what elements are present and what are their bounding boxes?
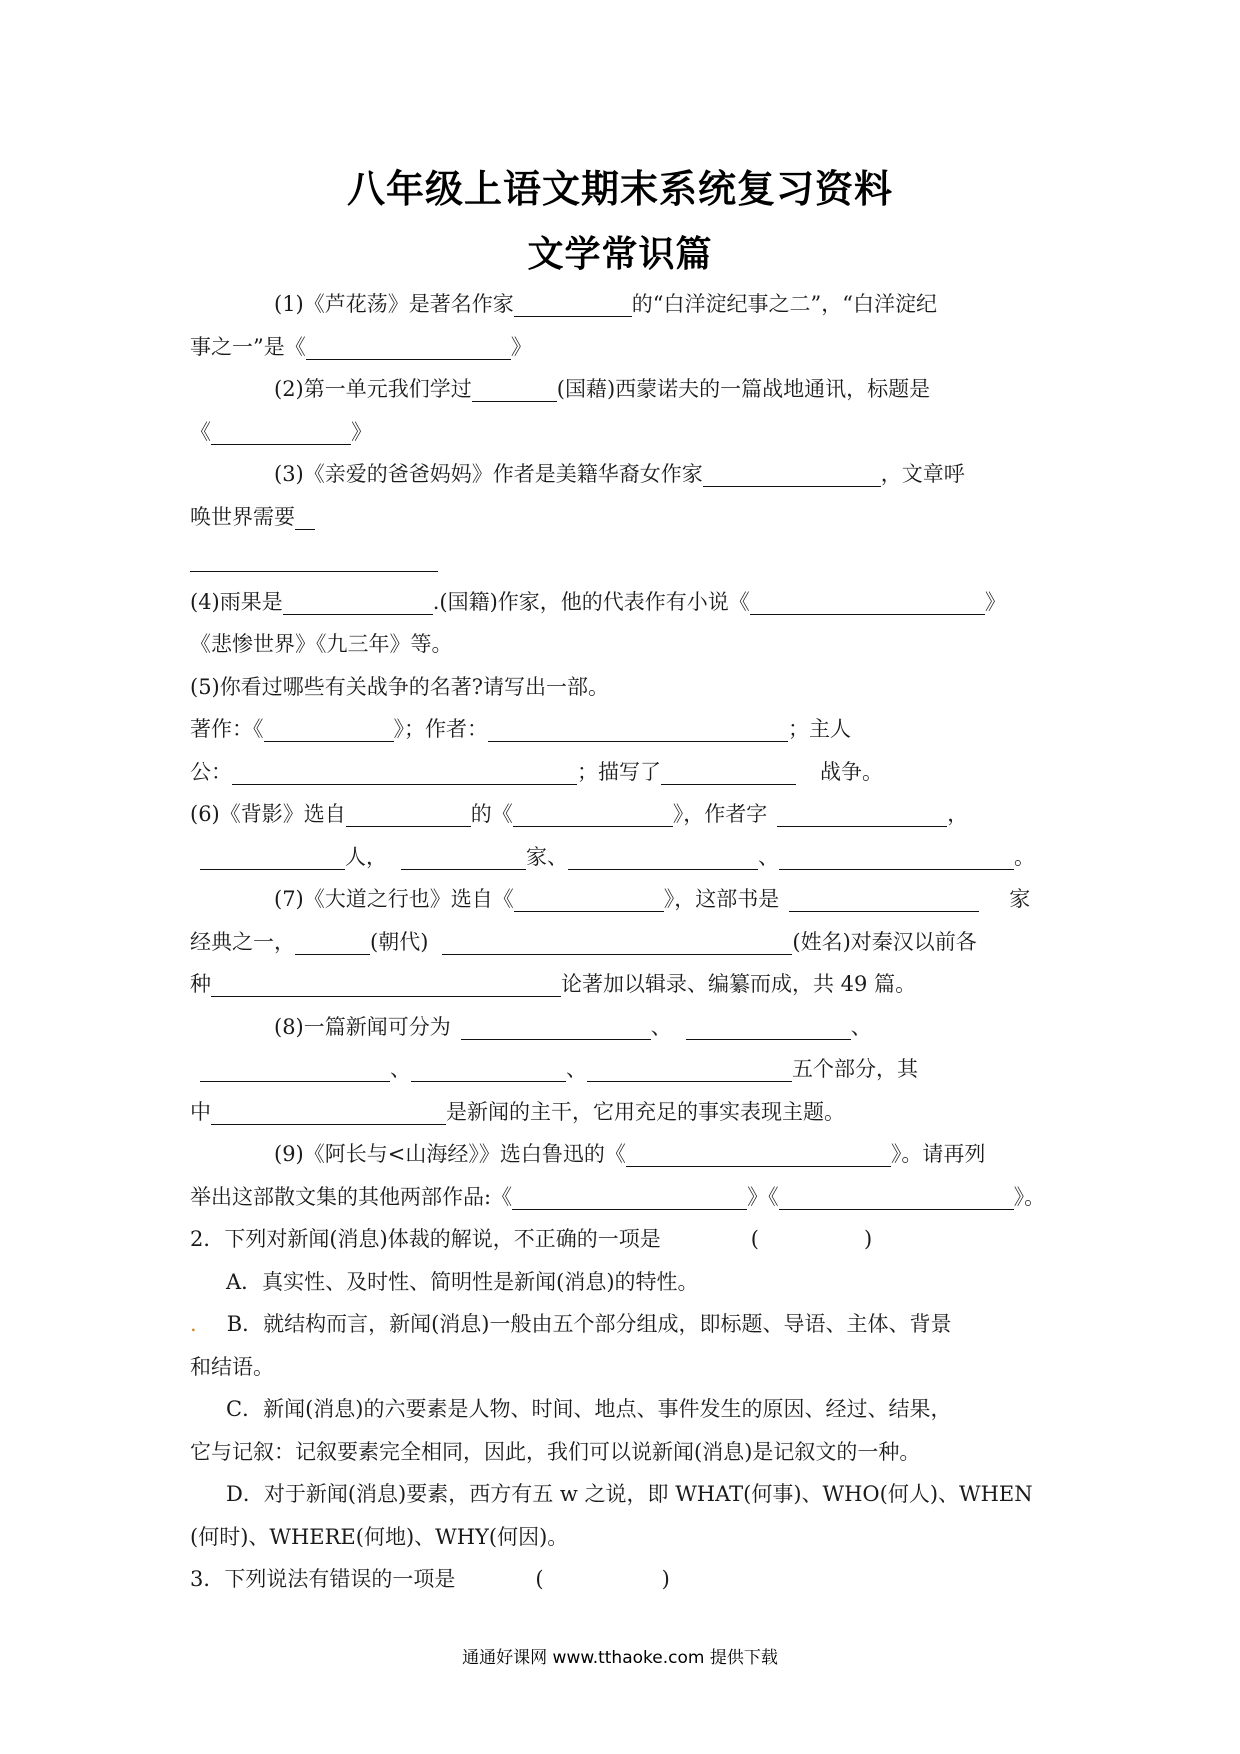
document-title: 八年级上语文期末系统复习资料 — [346, 167, 893, 211]
q1-item4-line2: 《悲惨世界》《九三年》等。 — [190, 632, 453, 656]
blank[interactable] — [661, 756, 796, 785]
q2-option-c-line1: C．新闻(消息)的六要素是人物、时间、地点、事件发生的原因、经过、结果， — [226, 1397, 952, 1421]
q1-item6-line1: (6)《背影》选自 的《 》，作者字 ， — [190, 793, 1060, 836]
q1-item8-line2: 、 、 五个部分，其 — [190, 1048, 1060, 1091]
q1-item7-line3: 种 论著加以辑录、编纂而成，共 49 篇。 — [190, 963, 1060, 1006]
blank[interactable] — [200, 841, 345, 870]
q2-option-b-line1: . B．就结构而言，新闻(消息)一般由五个部分组成，即标题、导语、主体、背景 — [190, 1312, 952, 1336]
blank[interactable] — [703, 458, 881, 487]
blank[interactable] — [211, 968, 561, 997]
q3-stem: 3．下列说法有错误的一项是 ( ) — [190, 1567, 670, 1591]
blank[interactable] — [190, 543, 438, 572]
blank[interactable] — [488, 713, 788, 742]
q1-item8-line3: 中 是新闻的主干，它用充足的事实表现主题。 — [190, 1091, 1060, 1134]
q1-item3-line2: 唤世界需要 — [190, 496, 1060, 539]
blank[interactable] — [461, 1011, 651, 1040]
blank[interactable] — [264, 713, 394, 742]
q1-item3-line1: (3)《亲爱的爸爸妈妈》作者是美籍华裔女作家 ，文章呼 — [190, 453, 1060, 496]
q1-item5-line2: 著作：《 》；作者： ；主人 — [190, 708, 1060, 751]
blank[interactable] — [211, 416, 351, 445]
blank[interactable] — [568, 841, 758, 870]
q2-option-d-line2: (何时)、WHERE(何地)、WHY(何因)。 — [190, 1524, 569, 1549]
blank[interactable] — [513, 798, 673, 827]
document-body — [190, 283, 1060, 1601]
blank[interactable] — [200, 1053, 390, 1082]
blank[interactable] — [442, 926, 792, 955]
q2-option-d-line1: D．对于新闻(消息)要素，西方有五 w 之说，即 WHAT(何事)、WHO(何人)、WHEN — [226, 1482, 1033, 1506]
blank[interactable] — [283, 586, 433, 615]
blank[interactable] — [750, 586, 985, 615]
q1-item1-line1: (1)《芦花荡》是著名作家 的“白洋淀纪事之二”，“白洋淀纪 — [190, 283, 1060, 326]
q1-item7-line1: (7)《大道之行也》选自《 》，这部书是 家 — [190, 878, 1060, 921]
q1-item1-line2: 事之一”是《 》 — [190, 326, 1060, 369]
q1-item5-line1: (5)你看过哪些有关战争的名著?请写出一部。 — [190, 674, 610, 699]
blank[interactable] — [472, 373, 557, 402]
q2-stem: 2．下列对新闻(消息)体裁的解说，不正确的一项是 ( ) — [190, 1227, 873, 1251]
blank[interactable] — [306, 331, 511, 360]
q1-item8-line1: (8)一篇新闻可分为 、 、 — [190, 1006, 1060, 1049]
blank[interactable] — [587, 1053, 792, 1082]
q1-item7-line2: 经典之一， (朝代) (姓名)对秦汉以前各 — [190, 921, 1060, 964]
blank[interactable] — [401, 841, 526, 870]
q1-item2-line1: (2)第一单元我们学过 (国藉)西蒙诺夫的一篇战地通讯，标题是 — [190, 368, 1060, 411]
blank[interactable] — [626, 1138, 891, 1167]
blank[interactable] — [686, 1011, 851, 1040]
q1-item5-line3: 公： ；描写了 战争。 — [190, 751, 1060, 794]
q1-item4-line1: (4)雨果是 .(国籍)作家，他的代表作有小说《 》 — [190, 581, 1060, 624]
q1-item6-line2: 人， 家、 、 。 — [190, 836, 1060, 879]
blank[interactable] — [411, 1053, 566, 1082]
blank[interactable] — [346, 798, 471, 827]
q2-option-a: A．真实性、及时性、简明性是新闻(消息)的特性。 — [226, 1269, 699, 1294]
document-subtitle: 文学常识篇 — [527, 234, 713, 275]
stray-mark: . — [190, 1312, 197, 1336]
blank[interactable] — [789, 883, 979, 912]
page-footer: 通通好课网 www.tthaoke.com 提供下载 — [462, 1648, 778, 1668]
q2-option-b-line2: 和结语。 — [190, 1354, 274, 1379]
blank[interactable] — [779, 841, 1014, 870]
blank[interactable] — [232, 756, 577, 785]
q1-item3-line3 — [190, 538, 1060, 581]
blank[interactable] — [514, 288, 632, 317]
blank[interactable] — [211, 1096, 446, 1125]
q1-item9-line1: (9)《阿长与<山海经》》选白鲁迅的《 》。请再列 — [190, 1133, 1060, 1176]
q1-item9-line2: 举出这部散文集的其他两部作品:《 》《 》。 — [190, 1176, 1060, 1219]
blank[interactable] — [777, 798, 947, 827]
blank[interactable] — [295, 926, 370, 955]
q2-option-c-line2: 它与记叙：记叙要素完全相同，因此，我们可以说新闻(消息)是记叙文的一种。 — [190, 1439, 921, 1464]
q1-item2-line2: 《 》 — [190, 411, 1060, 454]
blank[interactable] — [779, 1181, 1014, 1210]
blank[interactable] — [295, 501, 315, 530]
blank[interactable] — [514, 883, 664, 912]
blank[interactable] — [512, 1181, 747, 1210]
